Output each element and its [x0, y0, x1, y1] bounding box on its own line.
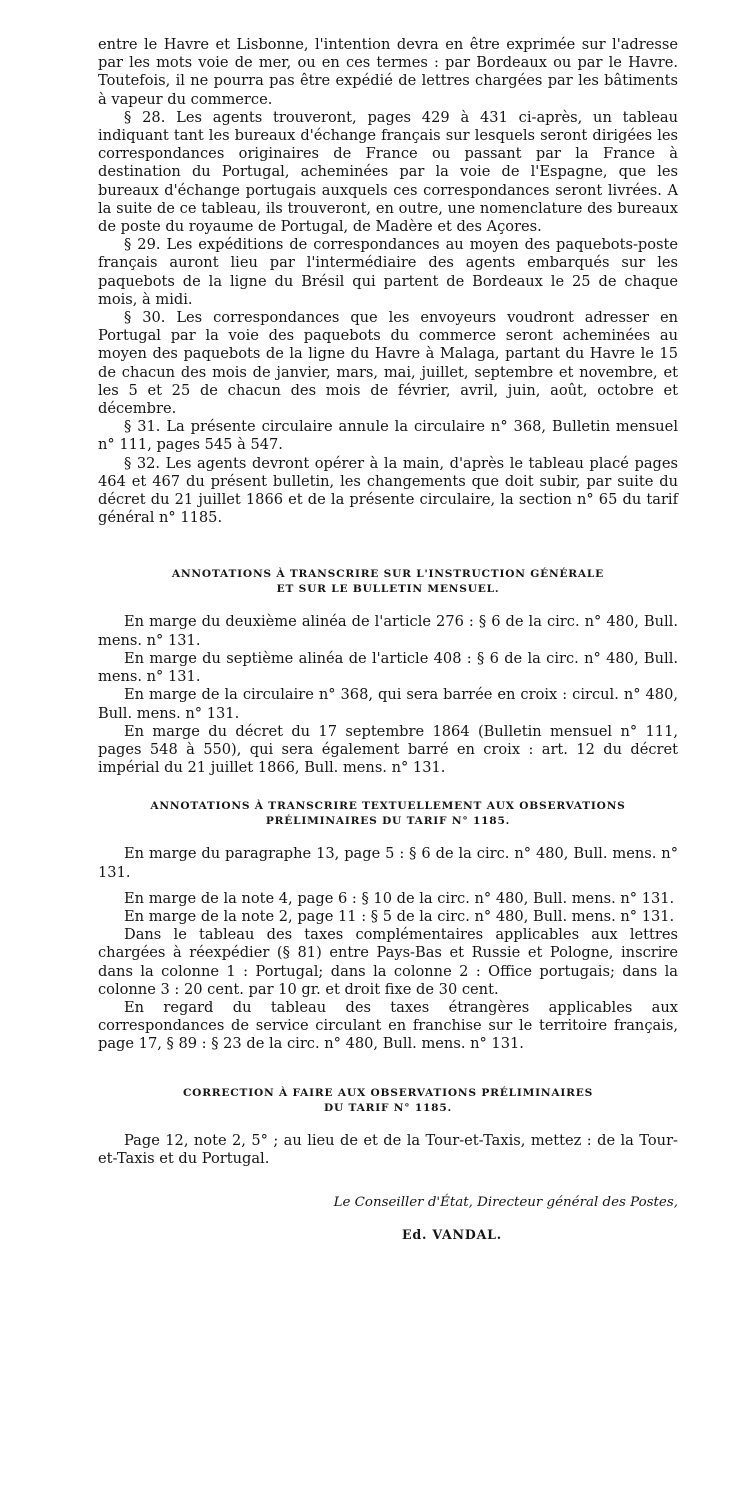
paragraph-intro: entre le Havre et Lisbonne, l'intention devra en être exprimée sur l'adresse par les mots voie de mer, ou en ces termes : par Bordeaux ou par le Havre. Toutefois, il ne pourra pas être expédié de lettres chargées par les bâtiments à vapeur du commerce.: [98, 36, 678, 108]
annotation-note-4: En marge de la note 4, page 6 : § 10 de la circ. n° 480, Bull. mens. n° 131.: [124, 889, 675, 907]
section-heading-line: DU TARIF N° 1185.: [323, 1101, 453, 1114]
paragraph-29: § 29. Les expéditions de correspondances au moyen des paquebots-poste français auront lieu par l'intermédiaire des agents embarqués sur les paquebots de la ligne du Brésil qui partent de Bordeaux le 25 de chaque mois, à midi.: [98, 236, 678, 308]
section-heading-general-instruction: [98, 567, 678, 597]
annotation-paragraph-13: En marge du paragraphe 13, page 5 : § 6 de la circ. n° 480, Bull. mens. n° 131.: [98, 845, 678, 881]
paragraph-28: § 28. Les agents trouveront, pages 429 à 431 ci-après, un tableau indiquant tant les bureaux d'échange français sur lesquels seront dirigées les correspondances originaires de France ou passant par la France à destination du Portugal, acheminées par la voie de l'Espagne, que les bureaux d'échange portugais auxquels ces correspondances seront livrées. A la suite de ce tableau, ils trouveront, en outre, une nomenclature des bureaux de poste du royaume de Portugal, de Madère et des Açores.: [98, 108, 678, 236]
annotation-article-276: En marge du deuxième alinéa de l'article 276 : § 6 de la circ. n° 480, Bull. mens. n° 131.: [98, 613, 678, 649]
annotation-circular-368: En marge de la circulaire n° 368, qui sera barrée en croix : circul. n° 480, Bull. mens. n° 131.: [98, 686, 678, 722]
section-heading-line: CORRECTION À FAIRE AUX OBSERVATIONS PRÉLIMINAIRES: [182, 1086, 594, 1099]
annotation-article-408: En marge du septième alinéa de l'article 408 : § 6 de la circ. n° 480, Bull. mens. n° 131.: [98, 649, 678, 686]
annotation-decree-1864: En marge du décret du 17 septembre 1864 (Bulletin mensuel n° 111, pages 548 à 550), qui sera également barré en croix : art. 12 du décret impérial du 21 juillet 1866, Bull. mens. n° 131.: [98, 722, 678, 777]
section-heading-line: ET SUR LE BULLETIN MENSUEL.: [276, 583, 500, 596]
section-heading-line: PRÉLIMINAIRES DU TARIF N° 1185.: [265, 815, 511, 828]
annotation-note-2: En marge de la note 2, page 11 : § 5 de la circ. n° 480, Bull. mens. n° 131.: [124, 907, 675, 925]
section-heading-line: ANNOTATIONS À TRANSCRIRE TEXTUELLEMENT AUX OBSERVATIONS: [150, 800, 626, 813]
section-heading-correction: [98, 1086, 678, 1116]
annotation-foreign-taxes: En regard du tableau des taxes étrangères applicables aux correspondances de service circulant en franchise sur le territoire français, page 17, § 89 : § 23 de la circ. n° 480, Bull. mens. n° 131.: [98, 998, 678, 1053]
section-heading-line: ANNOTATIONS À TRANSCRIRE SUR L'INSTRUCTION GÉNÉRALE: [171, 568, 605, 581]
signature-name: Ed. VANDAL.: [402, 1227, 502, 1243]
paragraph-32: § 32. Les agents devront opérer à la main, d'après le tableau placé pages 464 et 467 du présent bulletin, les changements que doit subir, par suite du décret du 21 juillet 1866 et de la présente circulaire, la section n° 65 du tarif général n° 1185.: [98, 454, 678, 527]
annotation-complementary-taxes: Dans le tableau des taxes complémentaires applicables aux lettres chargées à réexpédier (§ 81) entre Pays-Bas et Russie et Pologne, inscrire dans la colonne 1 : Portugal; dans la colonne 2 : Office portugais; dans la colonne 3 : 20 cent. par 10 gr. et droit fixe de 30 cent.: [98, 926, 678, 998]
signature-title: Le Conseiller d'État, Directeur général des Postes,: [333, 1194, 678, 1210]
correction-text: Page 12, note 2, 5° ; au lieu de et de la Tour-et-Taxis, mettez : de la Tour-et-Taxis et du Portugal.: [98, 1131, 678, 1167]
paragraph-30: § 30. Les correspondances que les envoyeurs voudront adresser en Portugal par la voie des paquebots du commerce seront acheminées au moyen des paquebots de la ligne du Havre à Malaga, partant du Havre le 15 de chacun des mois de janvier, mars, mai, juillet, septembre et novembre, et les 5 et 25 de chacun des mois de février, avril, juin, août, octobre et décembre.: [98, 309, 678, 418]
paragraph-31: § 31. La présente circulaire annule la circulaire n° 368, Bulletin mensuel n° 111, pages 545 à 547.: [98, 418, 678, 454]
section-heading-tariff-observations: [98, 799, 678, 829]
